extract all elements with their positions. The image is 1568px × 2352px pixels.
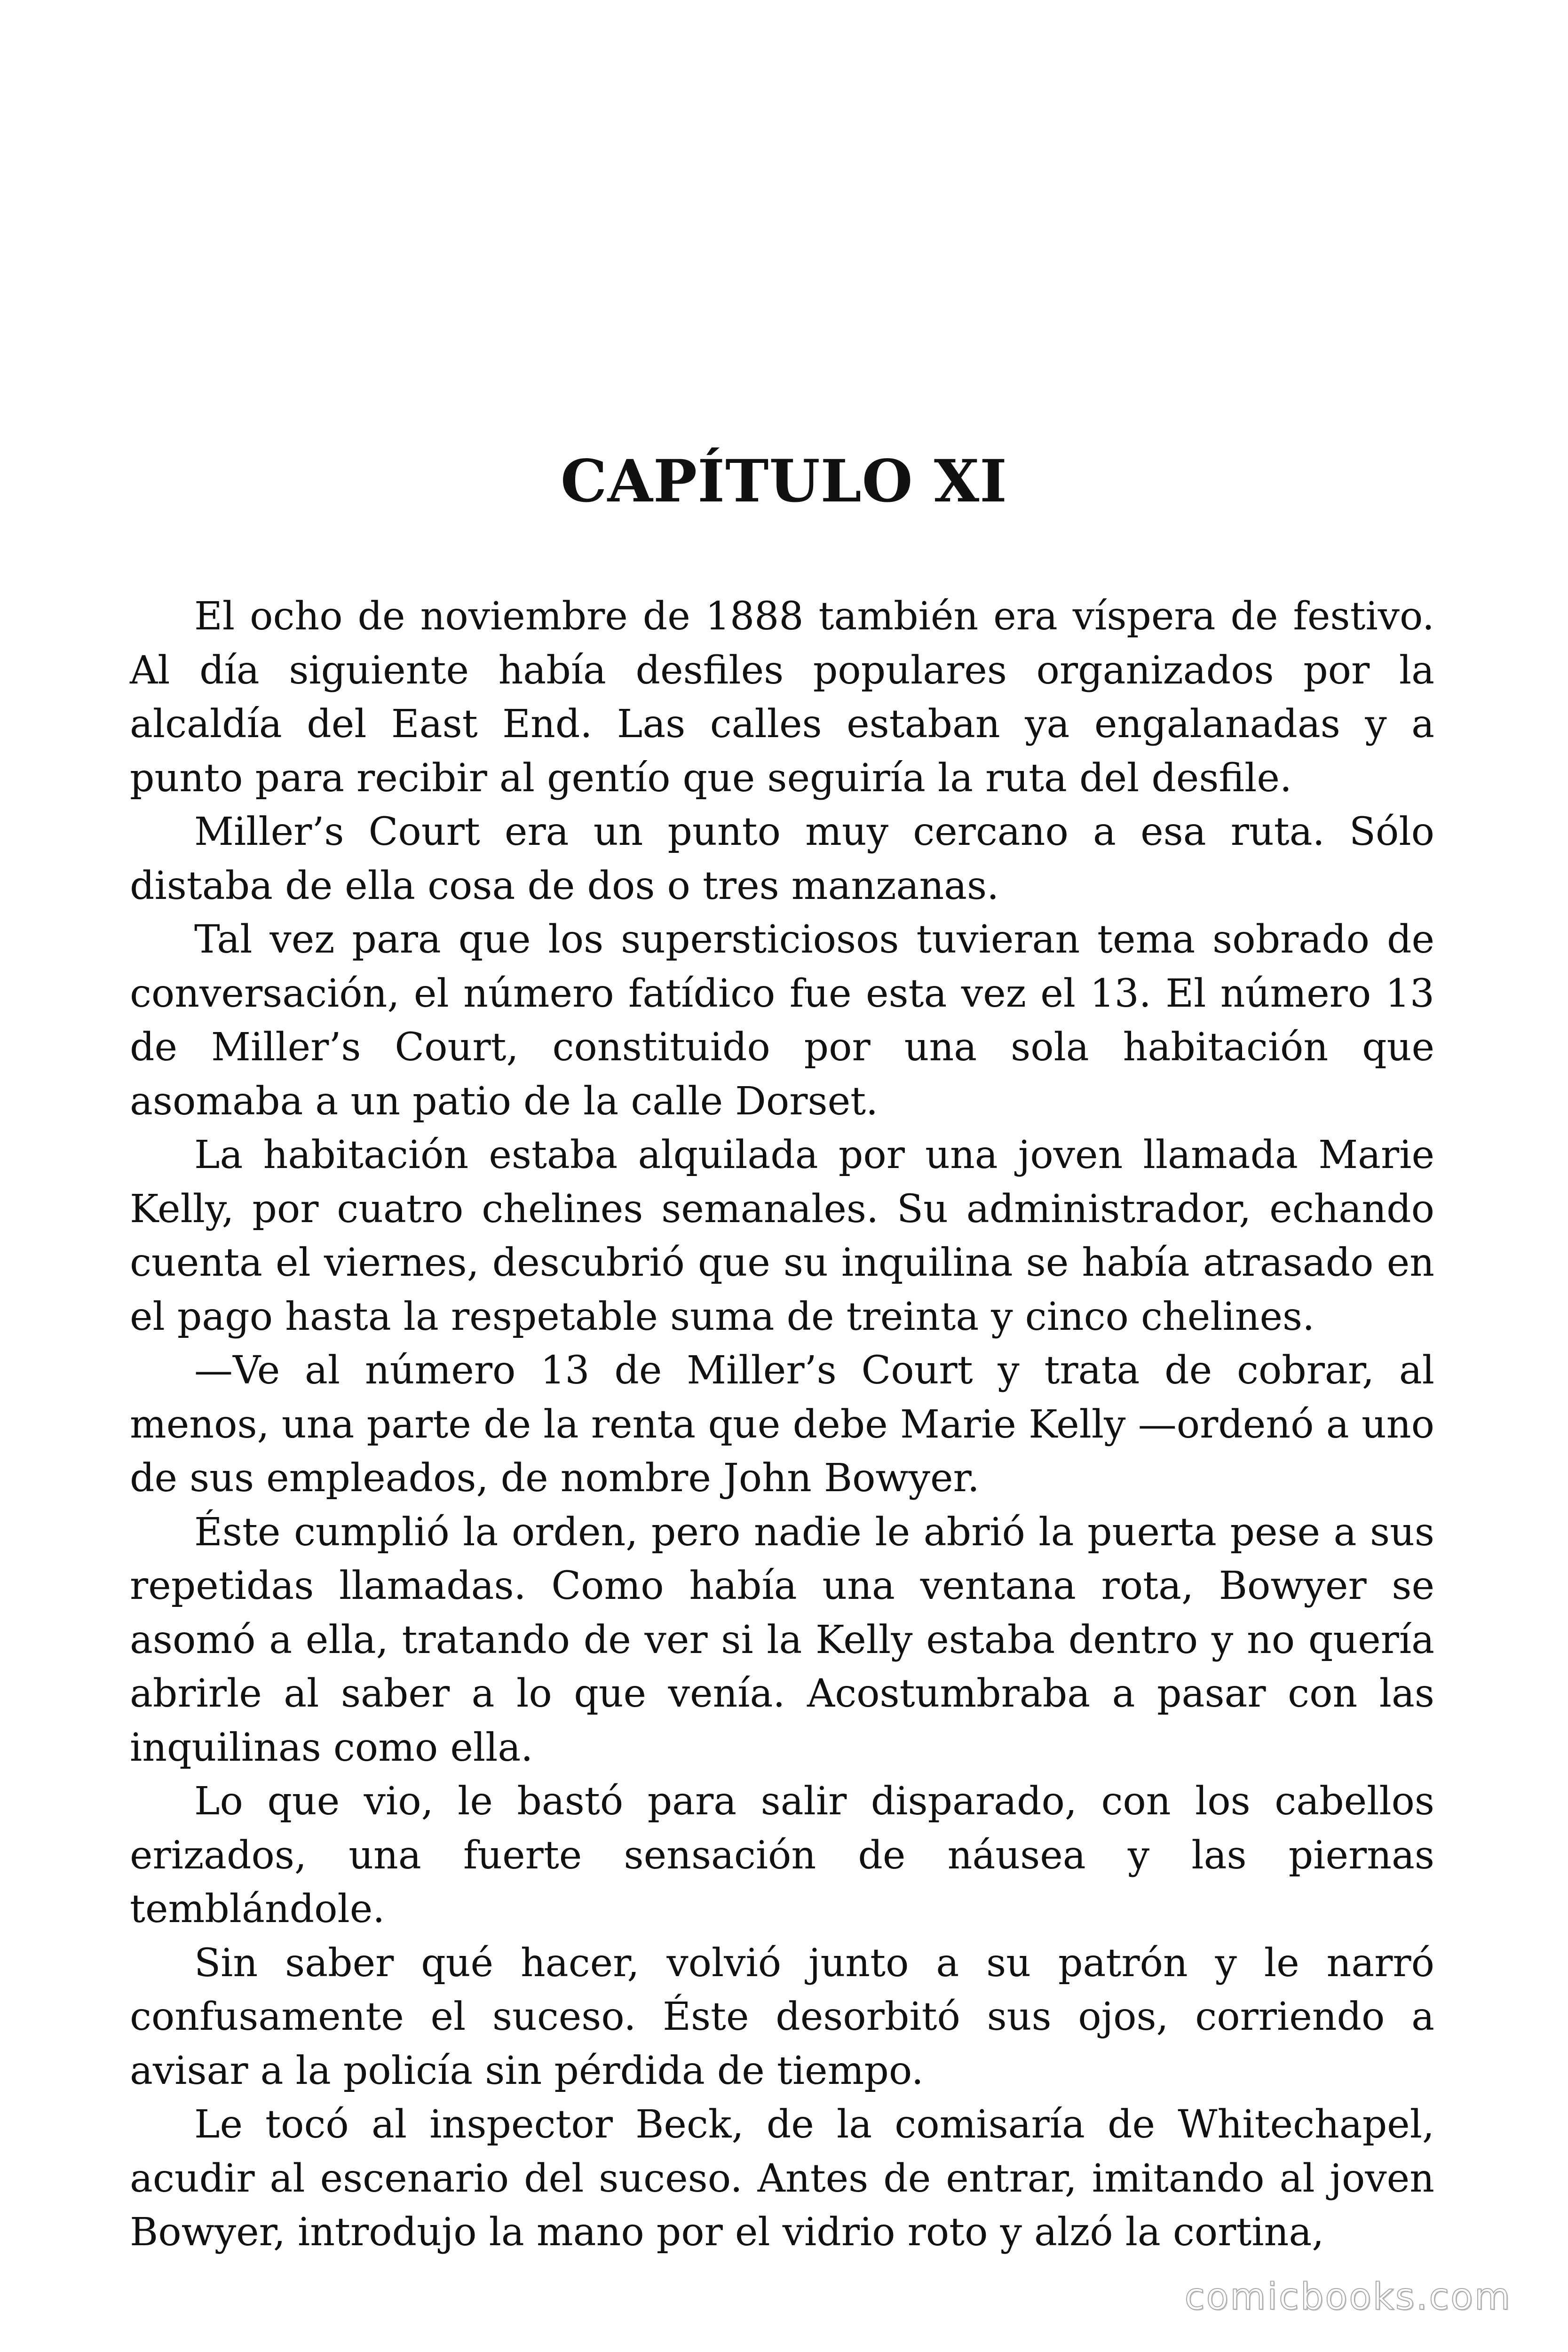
paragraph: Lo que vio, le bastó para salir disparado, con los cabellos erizados, una fuerte sensación de náusea y las piernas temblándole.	[130, 1779, 1434, 1931]
watermark: comicbooks.com	[1184, 2276, 1512, 2318]
paragraph: Tal vez para que los supersticiosos tuvieran tema sobrado de conversación, el número fatídico fue esta vez el 13. El número 13 de Miller’s Court, constituido por una sola habitación que asomaba a un patio de la calle Dorset.	[130, 917, 1434, 1124]
paragraph: Sin saber qué hacer, volvió junto a su patrón y le narró confusamente el suceso. Éste desorbitó sus ojos, corriendo a avisar a la policía sin pérdida de tiempo.	[130, 1940, 1434, 2093]
chapter-title: CAPÍTULO XI	[560, 447, 1008, 516]
chapter-body	[130, 590, 1434, 2260]
paragraph: —Ve al número 13 de Miller’s Court y trata de cobrar, al menos, una parte de la renta que debe Marie Kelly —ordenó a uno de sus empleados, de nombre John Bowyer.	[130, 1348, 1434, 1501]
paragraph: Éste cumplió la orden, pero nadie le abrió la puerta pese a sus repetidas llamadas. Como había una ventana rota, Bowyer se asomó a ella, tratando de ver si la Kelly estaba dentro y no quería abrirle al saber a lo que venía. Acostumbraba a pasar con las inquilinas como ella.	[130, 1510, 1434, 1770]
paragraph: Le tocó al inspector Beck, de la comisaría de Whitechapel, acudir al escenario del suceso. Antes de entrar, imitando al joven Bowyer, introdujo la mano por el vidrio roto y alzó la cortina,	[130, 2102, 1434, 2255]
paragraph: Miller’s Court era un punto muy cercano a esa ruta. Sólo distaba de ella cosa de dos o tres manzanas.	[130, 810, 1434, 908]
paragraph: La habitación estaba alquilada por una joven llamada Marie Kelly, por cuatro chelines semanales. Su administrador, echando cuenta el viernes, descubrió que su inquilina se había atrasado en el pago hasta la respetable suma de treinta y cinco chelines.	[130, 1133, 1434, 1339]
paragraph: El ocho de noviembre de 1888 también era víspera de festivo. Al día siguiente había desfiles populares organizados por la alcaldía del East End. Las calles estaban ya engalanadas y a punto para recibir al gentío que seguiría la ruta del desfile.	[130, 594, 1434, 801]
